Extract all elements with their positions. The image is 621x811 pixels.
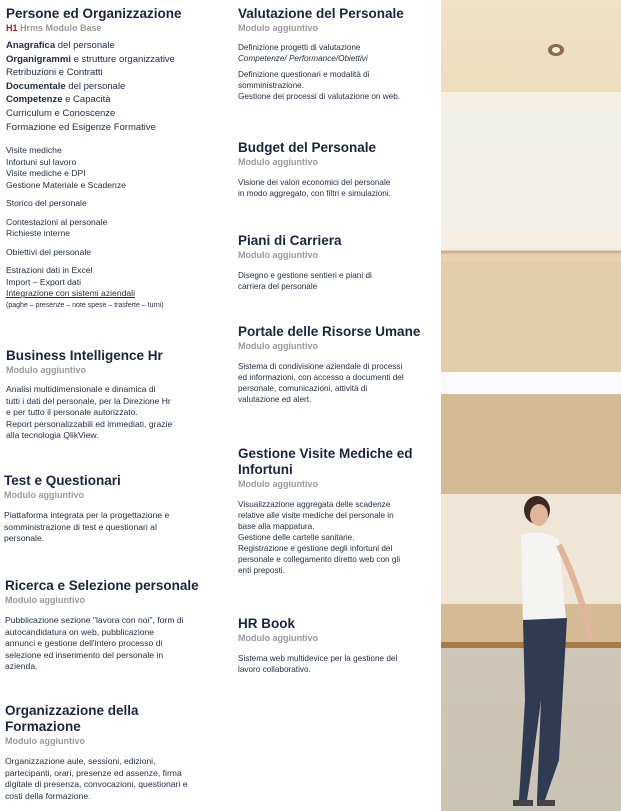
module-subtitle: Modulo aggiuntivo: [238, 250, 318, 260]
module-desc: Analisi multidimensionale e dinamica di tutti i dati del personale, per la Direzione Hr e per tutto il personale autorizzato. Report personalizzabili ed immediati, grazie alla tecnologia QlikView.: [6, 384, 173, 440]
list-item: Visite mediche: [6, 145, 62, 156]
module-title: Budget del Personale: [238, 140, 377, 155]
module-subtitle: Modulo aggiuntivo: [4, 490, 84, 500]
module-valutazione: [238, 6, 438, 102]
feature-item: Anagrafica del personale: [6, 40, 115, 51]
feature-item: Curriculum e Conoscenze: [6, 107, 116, 119]
group-storico: [6, 198, 226, 210]
wall-lower: [441, 394, 621, 494]
module-title: Piani di Carriera: [238, 233, 342, 248]
wall: [441, 262, 621, 372]
base-features: [6, 39, 226, 134]
module-desc: Piattaforma integrata per la progettazione e somministrazione di test e questionari al personale.: [4, 510, 170, 543]
module-subtitle: Modulo aggiuntivo: [238, 633, 318, 643]
feature-item: Retribuzioni e Contratti: [6, 67, 103, 79]
shoe: [537, 800, 555, 806]
list-item: Import – Export dati: [6, 276, 81, 287]
list-item: Richieste interne: [6, 228, 71, 239]
module-title: Persone ed Organizzazione: [6, 6, 182, 21]
module-hrbook: [238, 616, 438, 675]
photo-illustration: [441, 0, 621, 811]
module-base: [6, 6, 226, 311]
office-photo: [441, 0, 621, 811]
list-item: Gestione Materiale e Scadenze: [6, 179, 126, 190]
shoe: [513, 800, 533, 806]
module-title: Portale delle Risorse Umane: [238, 324, 421, 339]
integration-note: (paghe – presenze – note spese – trasferte – turni): [6, 301, 164, 309]
group-visite: [6, 145, 226, 191]
group-obiettivi: [6, 247, 226, 259]
face: [530, 504, 548, 526]
list-item: Obiettivi del personale: [6, 246, 92, 257]
feature-item: Formazione ed Esigenze Formative: [6, 121, 156, 133]
list-item: Infortuni sul lavoro: [6, 156, 77, 167]
module-bi: [6, 348, 226, 442]
feature-item: Competenze e Capacità: [6, 94, 111, 106]
module-desc: Definizione progetti di valutazione Competenze/ Performance/Obiettivi Definizione questionari e modalità di somministrazione. Gestione dei processi di valutazione on web.: [238, 43, 401, 101]
module-title: Organizzazione della Formazione: [5, 703, 139, 734]
module-title: Valutazione del Personale: [238, 6, 404, 21]
module-subtitle: Modulo aggiuntivo: [238, 479, 318, 489]
module-desc: Visualizzazione aggregata delle scadenze relative alle visite mediche del personale in base alla mappatura. Gestione delle cartelle sanitarie. Registrazione e gestione degli infortuni del personale e collegamento diretto web con gli enti preposti.: [238, 500, 401, 575]
module-test: [4, 473, 224, 545]
module-subtitle: Modulo aggiuntivo: [6, 365, 86, 375]
feature-item: Organigrammi e strutture organizzative: [6, 53, 175, 65]
mid-floor: [441, 372, 621, 394]
module-portale: [238, 324, 438, 405]
module-desc: Sistema web multidevice per la gestione del lavoro collaborativo.: [238, 654, 398, 674]
module-ricerca: [5, 578, 225, 673]
module-subtitle: Modulo aggiuntivo: [5, 595, 85, 605]
module-title: HR Book: [238, 616, 295, 631]
module-desc: Disegno e gestione sentieri e piani di carriera del personale: [238, 271, 372, 291]
integration-link[interactable]: Integrazione con sistemi aziendali: [6, 288, 135, 299]
module-formazione: [5, 703, 225, 802]
list-item: Storico del personale: [6, 198, 87, 209]
subtitle-text: Hrms Modulo Base: [20, 23, 102, 33]
module-carriera: [238, 233, 438, 292]
module-title: Ricerca e Selezione personale: [5, 578, 199, 593]
module-subtitle: Modulo aggiuntivo: [5, 736, 85, 746]
list-item: Visite mediche e DPI: [6, 168, 86, 179]
module-title: Business Intelligence Hr: [6, 348, 163, 363]
module-desc: Organizzazione aule, sessioni, edizioni, partecipanti, orari, presenze ed assenze, firma digitale di presenza, convocazioni, questionari e costi della formazione.: [5, 756, 188, 801]
h1-tag: H1: [6, 23, 18, 33]
module-title: Gestione Visite Mediche ed Infortuni: [238, 446, 413, 477]
module-subtitle: Modulo aggiuntivo: [238, 23, 318, 33]
module-budget: [238, 140, 438, 199]
list-item: Estrazioni dati in Excel: [6, 265, 93, 276]
group-estrazioni: [6, 265, 226, 311]
module-desc: Sistema di condivisione aziendale di processi ed informazioni, con accesso a documenti del personale, comunicazioni, attività di valutazione ed alert.: [238, 362, 404, 404]
module-title: Test e Questionari: [4, 473, 121, 488]
module-subtitle: [6, 22, 226, 34]
list-item: Contestazioni al personale: [6, 216, 108, 227]
feature-item: Documentale del personale: [6, 80, 126, 92]
module-subtitle: Modulo aggiuntivo: [238, 157, 318, 167]
group-contestazioni: [6, 217, 226, 240]
module-subtitle: Modulo aggiuntivo: [238, 341, 318, 351]
module-desc: Visione dei valori economici del personale in modo aggregato, con filtri e simulazioni.: [238, 178, 391, 198]
ceiling-light-glow: [552, 47, 560, 53]
glass-balustrade: [441, 110, 621, 230]
module-visite: [238, 446, 438, 576]
module-desc: Pubblicazione sezione "lavora con noi", form di autocandidatura on web, pubblicazione annunci e gestione dell'intero processo di selezione ed inserimento del personale in azienda.: [5, 615, 184, 671]
